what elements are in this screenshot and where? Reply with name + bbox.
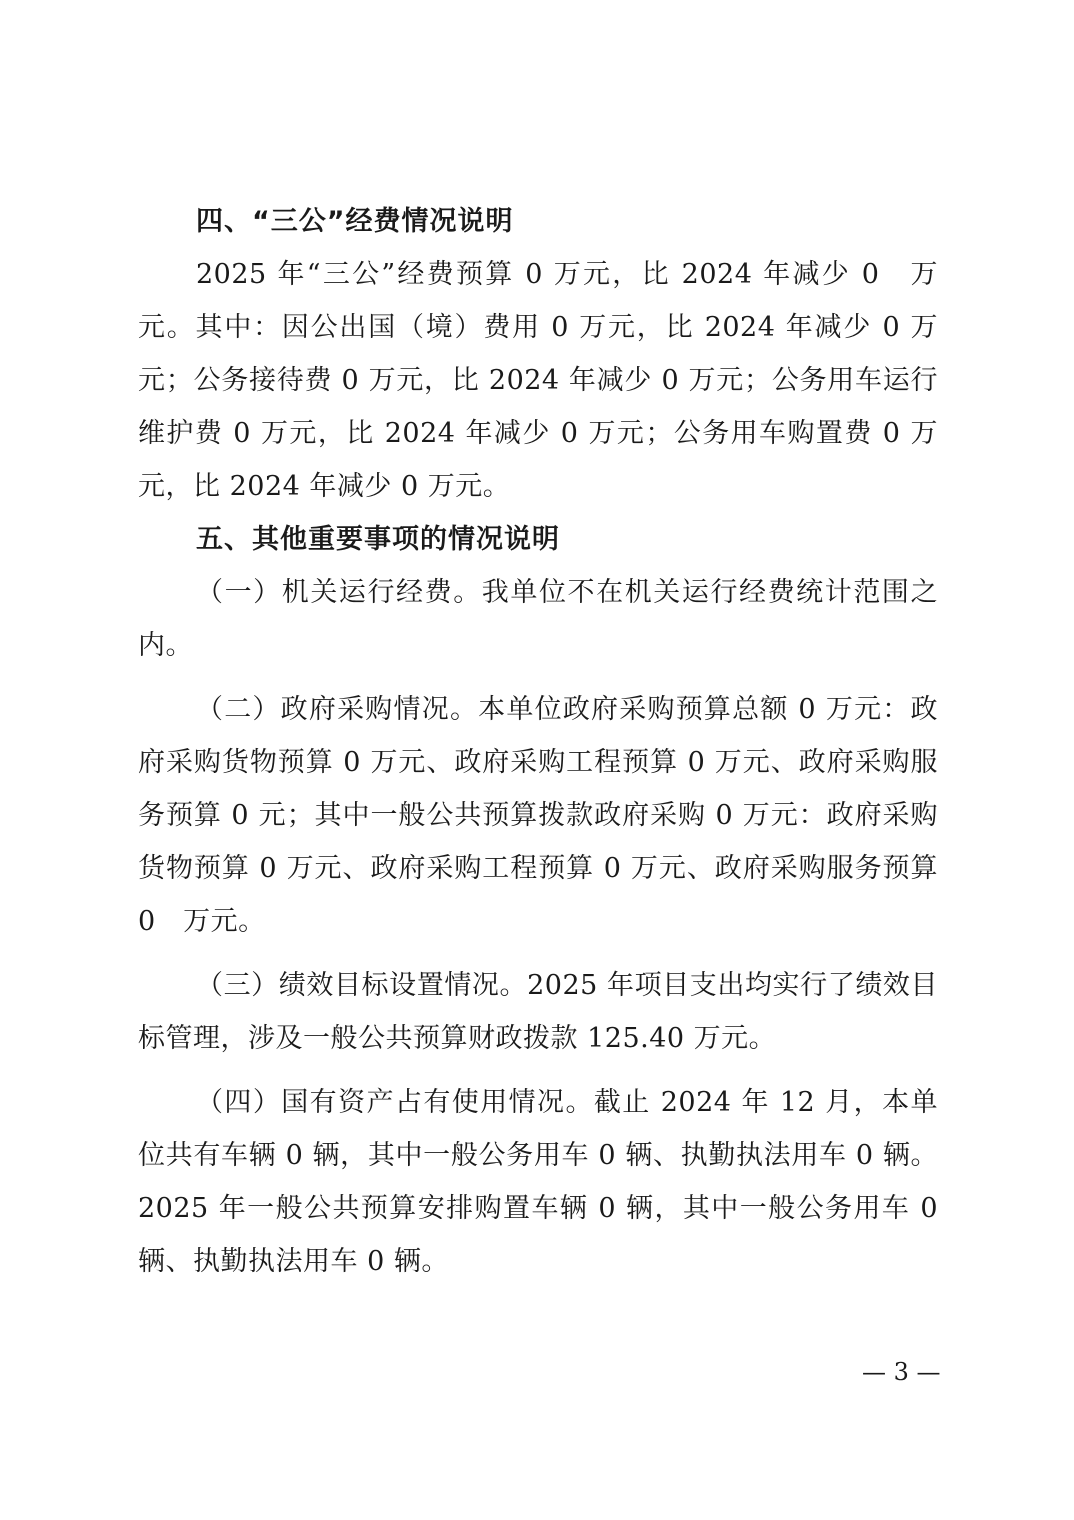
page-number: — 3 — (862, 1358, 941, 1386)
paragraph-gap (138, 948, 938, 959)
section-4-paragraph: 2025 年“三公”经费预算 0 万元，比 2024 年减少 0 万元。其中：因公出国（境）费用 0 万元，比 2024 年减少 0 万元；公务接待费 0 万元，比 2024 年减少 0 万元；公务用车运行维护费 0 万元，比 2024 年减少 0 万元；公务用车购置费 0 万元，比 2024 年减少 0 万元。 (138, 259, 938, 502)
section-5-item-4: （四）国有资产占有使用情况。截止 2024 年 12 月，本单位共有车辆 0 辆，其中一般公务用车 0 辆、执勤执法用车 0 辆。2025 年一般公共预算安排购置车辆 0 辆，其中一般公务用车 0 辆、执勤执法用车 0 辆。 (138, 1087, 938, 1277)
section-5-heading: 五、其他重要事项的情况说明 (196, 524, 560, 555)
document-body (138, 195, 938, 1288)
section-5-item-3: （三）绩效目标设置情况。2025 年项目支出均实行了绩效目标管理，涉及一般公共预算财政拨款 125.40 万元。 (138, 970, 938, 1054)
paragraph-gap (138, 1065, 938, 1076)
section-5-item-1: （一）机关运行经费。我单位不在机关运行经费统计范围之内。 (138, 577, 938, 661)
paragraph-gap (138, 672, 938, 683)
section-4-heading: 四、“三公”经费情况说明 (196, 206, 514, 237)
section-5-item-2: （二）政府采购情况。本单位政府采购预算总额 0 万元：政府采购货物预算 0 万元、政府采购工程预算 0 万元、政府采购服务预算 0 元；其中一般公共预算拨款政府采购 0 万元：政府采购货物预算 0 万元、政府采购工程预算 0 万元、政府采购服务预算 0 万元。 (138, 694, 938, 937)
